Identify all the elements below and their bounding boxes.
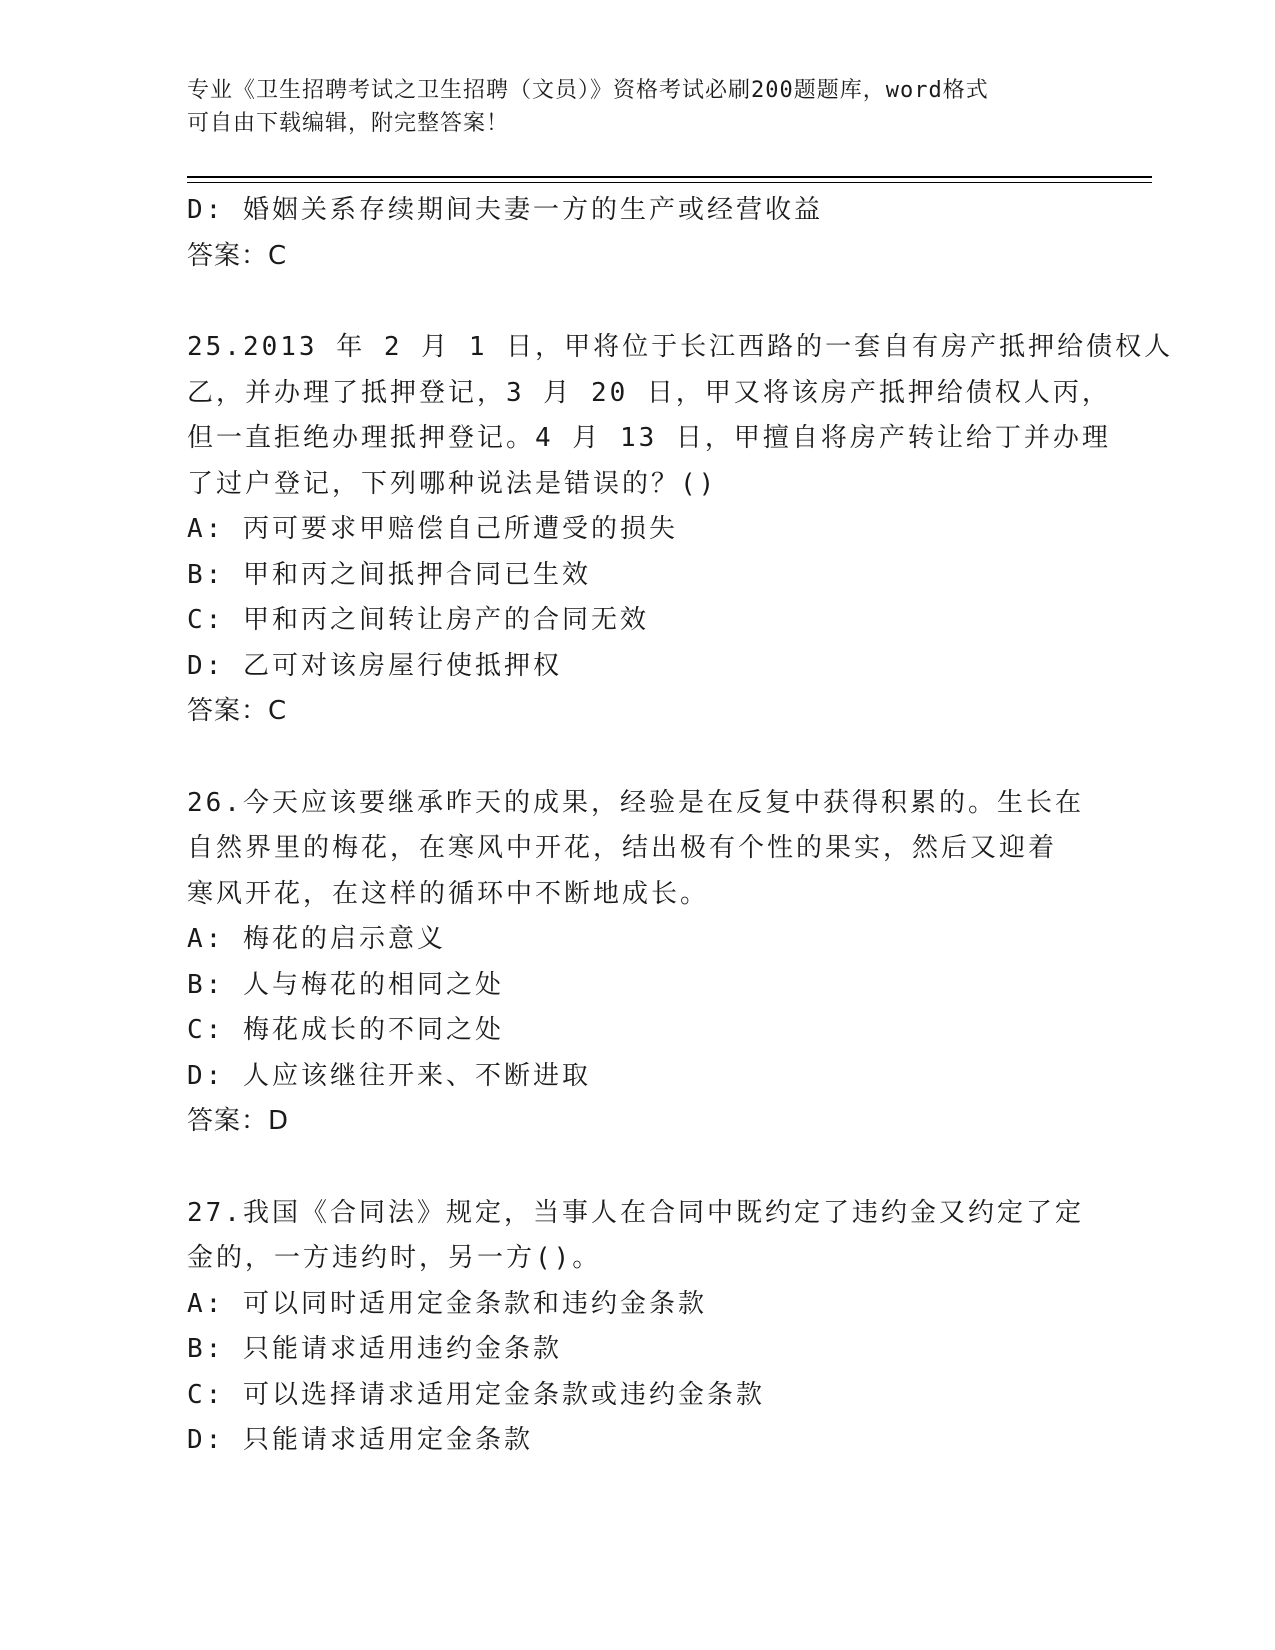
option-a: A: 梅花的启示意义 [187, 924, 446, 954]
question-text-line: 但一直拒绝办理抵押登记。4 月 13 日，甲擅自将房产转让给丁并办理 [187, 423, 1111, 453]
question-text-line: 25.2013 年 2 月 1 日，甲将位于长江西路的一套自有房产抵押给债权人 [187, 332, 1174, 362]
question-text-line: 寒风开花，在这样的循环中不断地成长。 [187, 878, 710, 909]
option-a: A: 丙可要求甲赔偿自己所遭受的损失 [187, 514, 678, 544]
question-text-line: 金的，一方违约时，另一方()。 [187, 1243, 602, 1273]
header-divider-thin [187, 182, 1152, 183]
question-text-line: 自然界里的梅花，在寒风中开花，结出极有个性的果实，然后又迎着 [187, 833, 1058, 863]
question-text-line: 26.今天应该要继承昨天的成果，经验是在反复中获得积累的。生长在 [187, 787, 1084, 818]
document-header [187, 74, 1067, 140]
question-27 [187, 1191, 1087, 1464]
question-26 [187, 781, 1087, 1145]
option-c: C: 可以选择请求适用定金条款或违约金条款 [187, 1379, 765, 1410]
option-d: D: 只能请求适用定金条款 [187, 1425, 533, 1455]
option-c: C: 甲和丙之间转让房产的合同无效 [187, 605, 649, 635]
option-c: C: 梅花成长的不同之处 [187, 1015, 504, 1045]
question-text-line: 了过户登记，下列哪种说法是错误的？() [187, 468, 718, 499]
header-divider-thick [187, 176, 1152, 178]
question-25 [187, 325, 1174, 735]
option-a: A: 可以同时适用定金条款和违约金条款 [187, 1288, 707, 1319]
question-text-line: 乙，并办理了抵押登记，3 月 20 日，甲又将该房产抵押给债权人丙， [187, 377, 1111, 408]
header-line: 专业《卫生招聘考试之卫生招聘（文员）》资格考试必刷200题题库，word格式 [187, 78, 989, 103]
option-b: B: 只能请求适用违约金条款 [187, 1334, 562, 1364]
option-b: B: 甲和丙之间抵押合同已生效 [187, 559, 591, 590]
option-d: D: 婚姻关系存续期间夫妻一方的生产或经营收益 [187, 195, 823, 225]
header-line: 可自由下载编辑，附完整答案！ [187, 111, 510, 136]
answer-line: 答案：D [187, 1106, 290, 1136]
answer-line: 答案：C [187, 696, 288, 726]
option-b: B: 人与梅花的相同之处 [187, 969, 504, 1000]
document-body [187, 188, 1174, 1464]
option-d: D: 乙可对该房屋行使抵押权 [187, 650, 562, 681]
option-d: D: 人应该继往开来、不断进取 [187, 1060, 591, 1091]
answer-line: 答案：C [187, 240, 288, 271]
question-text-line: 27.我国《合同法》规定，当事人在合同中既约定了违约金又约定了定 [187, 1197, 1084, 1228]
